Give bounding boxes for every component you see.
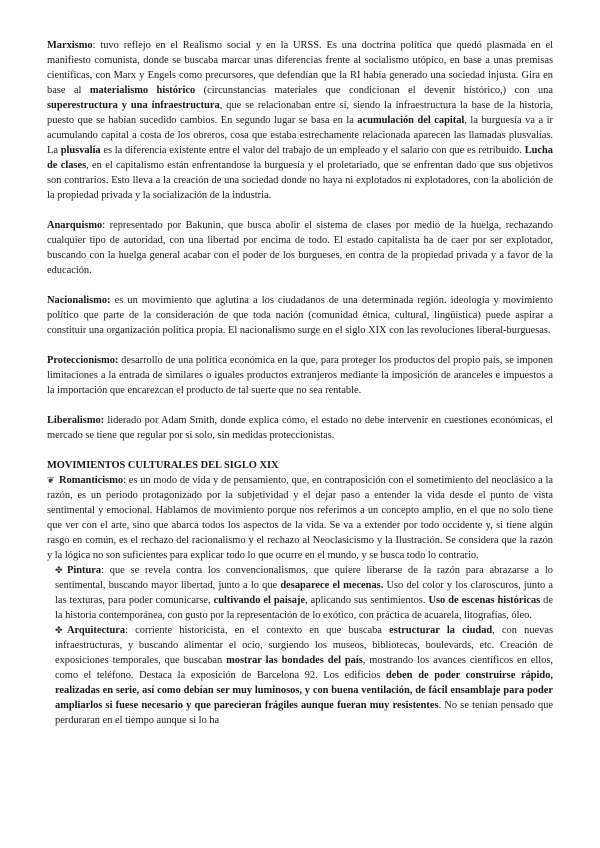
- text: . No se tenían pensado que perduraran en el tiempo aunque si lo ha: [55, 700, 553, 726]
- bold-phrase: mostrar las bondades del país: [226, 655, 363, 666]
- text: : tuvo reflejo en el Realismo social y en la URSS. Es una doctrina política que quedó plasmada en el manifiesto comunista, donde se buscaba marcar unas diferencias frente al socialismo utópico, en base a unas premisas científicas, con Marx y Engels como precursores, que defendían que la RI había generado una sociedad injusta. Gira en base al: [47, 40, 553, 96]
- term-pintura: Pintura: [67, 565, 102, 576]
- term-arquitectura: Arquitectura: [67, 625, 126, 636]
- bold-phrase: Lucha de clases: [47, 145, 553, 171]
- bold-phrase: superestructura y una infraestructura: [47, 100, 220, 111]
- text: , mostrando los avances científicos en ellos, como el teléfono. Destaca la exposición de Barcelona 92. Los edificios: [55, 655, 553, 681]
- paragraph-romanticismo: [47, 473, 553, 563]
- text: : corriente historicista, en el contexto en que buscaba: [125, 625, 390, 636]
- term-nacionalismo: Nacionalismo:: [47, 295, 111, 306]
- clover-bullet-icon: ✤: [55, 625, 63, 635]
- term-marxismo: Marxismo: [47, 40, 93, 51]
- text: , aplicando sus sentimientos.: [305, 595, 429, 606]
- text: es un movimiento que aglutina a los ciudadanos de una determinada región. ideología y movimiento político que parte de la consideración de que toda nación (comunidad étnica, cultural, lingüística) puede aspirar a constituir una organización política propia. El nacionalismo surge en el siglo XIX con las revoluciones liberal-burguesas.: [47, 295, 553, 336]
- flower-bullet-icon: ❦: [47, 475, 55, 485]
- term-liberalismo: Liberalismo:: [47, 415, 105, 426]
- bold-phrase: plusvalía: [60, 145, 101, 156]
- text: desarrollo de una política económica en la que, para proteger los productos del propio país, se imponen limitaciones a la entrada de similares o iguales productos extranjeros mediante la imposición de aranceles e impuestos a la importación que encarezcan el producto de tal suerte que no sea rentable.: [47, 355, 553, 396]
- paragraph-arquitectura: [47, 623, 553, 728]
- bold-phrase: estructurar la ciudad: [389, 625, 493, 636]
- paragraph-marxismo: [47, 38, 553, 203]
- text: es la diferencia existente entre el valor del trabajo de un empleado y el salario con que es retribuido.: [100, 145, 525, 156]
- paragraph-nacionalismo: [47, 293, 553, 338]
- text: : representado por Bakunin, que busca abolir el sistema de clases por medio de la huelga, rechazando cualquier tipo de autoridad, con una libertad por encima de todo. El estado capitalista ha de caer por ser explotador, buscando con la huelga general acabar con el poder de los burgueses, en contra de la propiedad privada y a favor de la educación.: [47, 220, 553, 276]
- text: de la historia contemporánea, con gusto por la representación de lo exótico, con práctica de acuarela, litografías, óleo.: [55, 595, 553, 621]
- term-proteccionismo: Proteccionismo:: [47, 355, 119, 366]
- clover-bullet-icon: ✤: [55, 565, 63, 575]
- paragraph-pintura: [47, 563, 553, 623]
- paragraph-liberalismo: [47, 413, 553, 443]
- bold-phrase: materialismo histórico: [89, 85, 196, 96]
- term-anarquismo: Anarquismo: [47, 220, 103, 231]
- text: (circunstancias materiales que condicionan el devenir histórico,) con una: [195, 85, 553, 96]
- text: , que se relacionaban entre sí, siendo la infraestructura la base de la historia, puesto que se habían sucedido cambios. En segundo lugar se basa en la: [47, 100, 553, 126]
- text: liderado por Adam Smith, donde explica cómo, el estado no debe intervenir en cuestiones económicas, el mercado se tiene que regular por si solo, sin medidas proteccionistas.: [47, 415, 553, 441]
- text: : que se revela contra los convencionalismos, que quiere liberarse de la razón para abrazarse a lo sentimental, buscando mayor libertad, junto a lo que: [55, 565, 553, 591]
- paragraph-anarquismo: [47, 218, 553, 278]
- bold-phrase: Uso de escenas históricas: [428, 595, 541, 606]
- text: , en el capitalismo están enfrentandose la burguesía y el proletariado, que se enfrentan dado que sus objetivos son contrarios. Esto lleva a la creación de una sociedad donde no haya ni explotados ni explotadores, con la abolición de la propiedad privada y la socialización de la industria.: [47, 160, 553, 201]
- text: , con nuevas infraestructuras, y buscando alimentar el ocio, surgiendo los museos, bibliotecas, boulevards, etc. Creación de exposiciones temporales, que buscaban: [55, 625, 553, 666]
- term-romanticismo: Romanticismo: [59, 475, 124, 486]
- bold-phrase: acumulación del capital: [357, 115, 465, 126]
- bold-phrase: desaparece el mecenas.: [280, 580, 384, 591]
- bold-phrase: cultivando el paisaje: [213, 595, 306, 606]
- section-heading: MOVIMIENTOS CULTURALES DEL SIGLO XIX: [47, 460, 279, 471]
- bold-phrase: deben de poder construirse rápido, realizadas en serie, así como debían ser muy luminosos, y con buena ventilación, de fácil ensamblaje para poder ampliarlos si fuese necesario y que parecieran frágiles aunque fueran muy resistentes: [55, 670, 553, 711]
- text: , la burguesía va a ir acumulando capital a costa de los obreros, cosa que estaba estrechamente relacionada aparecen las llamadas plusvalías. La: [47, 115, 553, 156]
- paragraph-proteccionismo: [47, 353, 553, 398]
- text: Uso del color y los claroscuros, junto a las texturas, para poder comunicarse,: [55, 580, 553, 606]
- text: : es un modo de vida y de pensamiento, que, en contraposición con el sometimiento del neoclásico a la razón, es un periodo protagonizado por la subjetividad y el dejar paso a entender la vida desde el punto de vista sentimental y emocional. Hablamos de movimiento porque nos referimos a un concepto amplio, en el que no solo tiene que ver con el arte, sino que abarca todos los aspectos de la vida. Se va a extender por todo occidente y, si tiene algún rasgo en común, es el rechazo del racionalismo y el rechazo al Neoclasicismo y la Ilustración. Se considera que la razón y la lógica no son suficientes para explicar todo lo que ocurre en el mundo, y se busca todo lo contrario.: [47, 475, 553, 561]
